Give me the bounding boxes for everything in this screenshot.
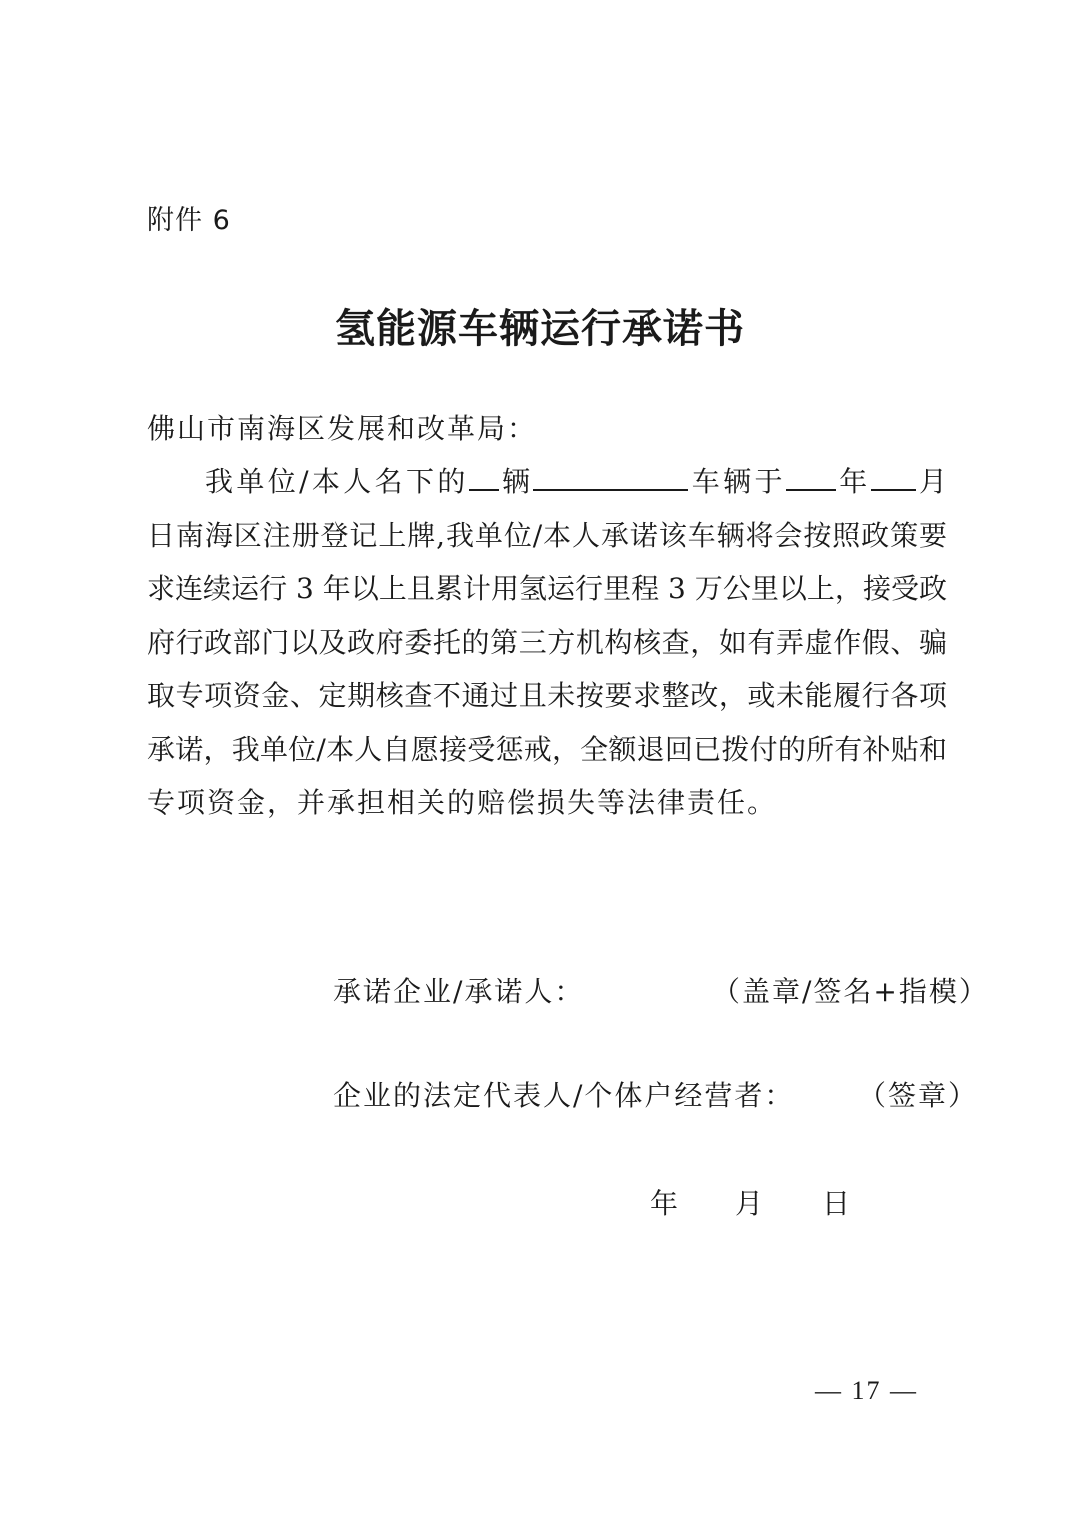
date-year-label: 年 [650, 1187, 679, 1220]
body-text: 年 [835, 465, 871, 498]
body-line-1 [205, 460, 947, 500]
body-line-6: 承诺，我单位/本人自愿接受惩戒，全额退回已拨付的所有补贴和 [147, 733, 947, 766]
body-text: 车辆于 [688, 465, 786, 498]
body-text: 我单位/本人名下的 [205, 465, 469, 498]
body-text: 月 [915, 465, 947, 498]
company-signature-label: 承诺企业/承诺人： [333, 975, 585, 1008]
date-day-label: 日 [822, 1187, 851, 1220]
representative-signature-label: 企业的法定代表人/个体户经营者： [333, 1079, 795, 1112]
company-signature-note: （盖章/签名+指模） [712, 975, 989, 1008]
document-title: 氢能源车辆运行承诺书 [335, 305, 745, 352]
vehicle-count-blank [469, 463, 499, 491]
vehicle-model-blank [533, 463, 688, 491]
body-text: 辆 [498, 465, 534, 498]
date-month-label: 月 [735, 1187, 764, 1220]
body-line-3: 求连续运行 3 年以上且累计用氢运行里程 3 万公里以上，接受政 [147, 572, 947, 605]
salutation: 佛山市南海区发展和改革局： [147, 412, 538, 445]
attachment-label: 附件 6 [147, 205, 231, 236]
year-blank [786, 463, 836, 491]
body-line-2: 日南海区注册登记上牌,我单位/本人承诺该车辆将会按照政策要 [147, 519, 947, 552]
month-blank [871, 463, 916, 491]
body-line-5: 取专项资金、定期核查不通过且未按要求整改，或未能履行各项 [147, 679, 947, 712]
page-number: — 17 — [815, 1376, 918, 1405]
representative-signature-note: （签章） [858, 1079, 979, 1112]
body-line-4: 府行政部门以及政府委托的第三方机构核查，如有弄虚作假、骗 [147, 626, 947, 659]
body-line-7: 专项资金，并承担相关的赔偿损失等法律责任。 [147, 786, 778, 819]
